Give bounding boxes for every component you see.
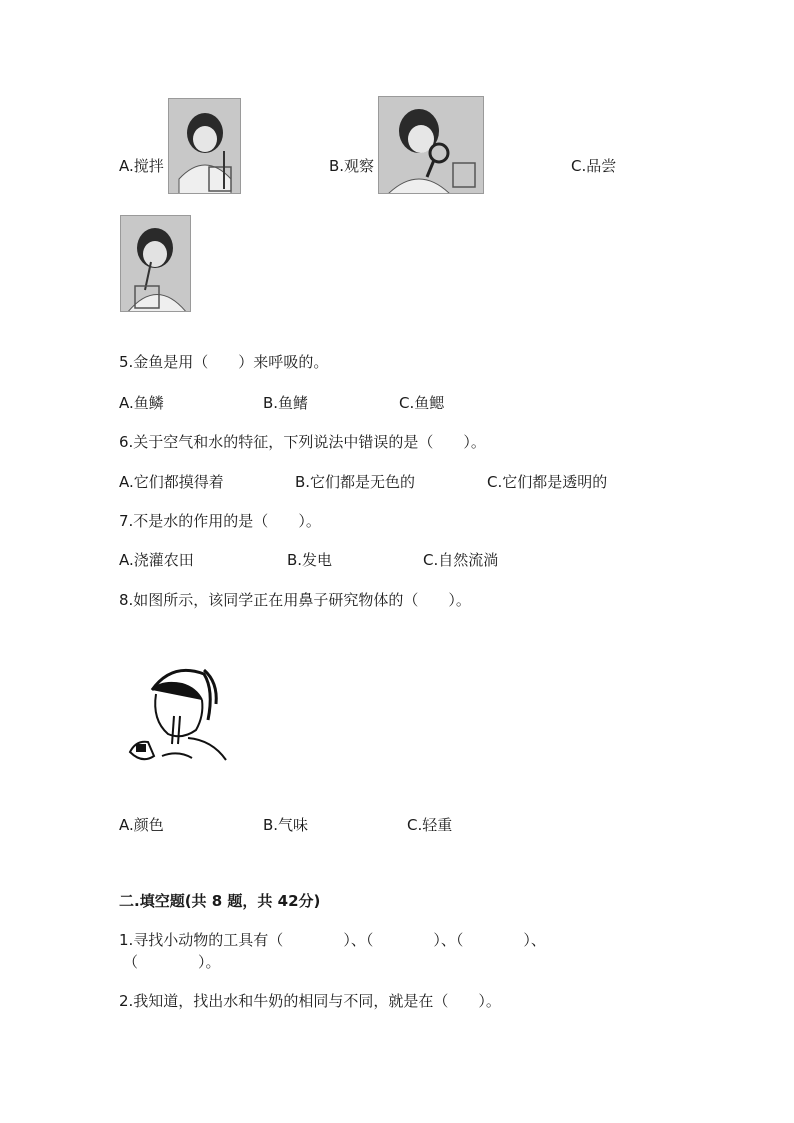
q5-stem: 5.金鱼是用（ ）来呼吸的。 xyxy=(119,353,329,371)
q6-stem: 6.关于空气和水的特征，下列说法中错误的是（ ）。 xyxy=(119,433,486,451)
q6-option-a: A.它们都摸得着 xyxy=(119,473,224,491)
tasting-girl-image xyxy=(120,215,191,312)
fill-q2: 2.我知道，找出水和牛奶的相同与不同，就是在（ ）。 xyxy=(119,992,501,1010)
fill-q1-line2: （ ）。 xyxy=(123,953,221,971)
smelling-girl-image xyxy=(122,660,232,770)
q4-option-a: A.搅拌 xyxy=(119,157,164,175)
q8-stem: 8.如图所示，该同学正在用鼻子研究物体的（ ）。 xyxy=(119,591,471,609)
q8-option-b: B.气味 xyxy=(263,816,309,834)
fill-q1-line1: 1.寻找小动物的工具有（ ）、（ ）、（ ）、 xyxy=(119,931,546,949)
q5-option-a: A.鱼鳞 xyxy=(119,394,164,412)
q4-option-c: C.品尝 xyxy=(571,157,617,175)
q6-option-b: B.它们都是无色的 xyxy=(295,473,416,491)
q4-option-b: B.观察 xyxy=(329,157,375,175)
q7-option-b: B.发电 xyxy=(287,551,333,569)
stirring-girl-image xyxy=(168,98,241,194)
q7-option-a: A.浇灌农田 xyxy=(119,551,194,569)
q5-option-b: B.鱼鳍 xyxy=(263,394,309,412)
q6-option-c: C.它们都是透明的 xyxy=(487,473,608,491)
q8-option-a: A.颜色 xyxy=(119,816,164,834)
section-heading: 二.填空题(共 8 题，共 42分) xyxy=(119,892,321,910)
q7-stem: 7.不是水的作用的是（ ）。 xyxy=(119,512,321,530)
q5-option-c: C.鱼鳃 xyxy=(399,394,445,412)
observing-girl-image xyxy=(378,96,484,194)
q8-option-c: C.轻重 xyxy=(407,816,453,834)
q7-option-c: C.自然流淌 xyxy=(423,551,499,569)
